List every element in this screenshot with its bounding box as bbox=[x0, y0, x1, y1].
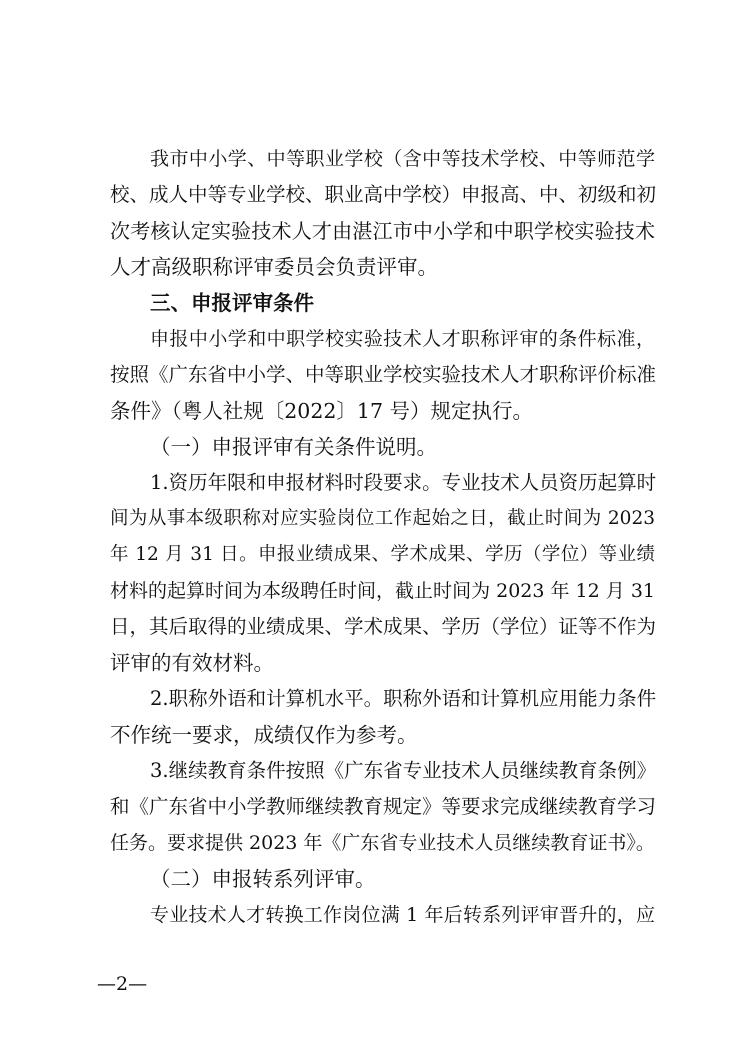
paragraph-line: 材料的起算时间为本级聘任时间，截止时间为 2023 年 12 月 31 bbox=[110, 580, 655, 602]
subsection-heading: （二）申报转系列评审。 bbox=[150, 867, 376, 891]
paragraph-line: 条件》（粤人社规〔2022〕17 号）规定执行。 bbox=[110, 399, 534, 423]
paragraph-line: 我市中小学、中等职业学校（含中等技术学校、中等师范学 bbox=[150, 148, 655, 170]
paragraph-line: 评审的有效材料。 bbox=[110, 651, 274, 675]
paragraph-line: 按照《广东省中小学、中等职业学校实验技术人才职称评价标准 bbox=[110, 363, 657, 386]
paragraph-line: 3.继续教育条件按照《广东省专业技术人员继续教育条例》 bbox=[150, 759, 657, 782]
subsection-heading: （一）申报评审有关条件说明。 bbox=[150, 435, 437, 459]
page-number: —2— bbox=[97, 973, 148, 995]
section-heading: 三、申报评审条件 bbox=[150, 291, 314, 315]
paragraph-line: 校、成人中等专业学校、职业高中学校）申报高、中、初级和初 bbox=[110, 183, 657, 206]
paragraph-line: 次考核认定实验技术人才由湛江市中小学和中职学校实验技术 bbox=[110, 219, 655, 243]
paragraph-line: 人才高级职称评审委员会负责评审。 bbox=[110, 255, 438, 279]
paragraph-line: 日，其后取得的业绩成果、学术成果、学历（学位）证等不作为 bbox=[110, 615, 657, 638]
paragraph-line: 和《广东省中小学教师继续教育规定》等要求完成继续教育学习 bbox=[110, 795, 657, 818]
paragraph-line: 申报中小学和中职学校实验技术人才职称评审的条件标准， bbox=[150, 328, 655, 350]
paragraph-line: 任务。要求提供 2023 年《广东省专业技术人员继续教育证书》。 bbox=[110, 832, 655, 854]
paragraph-line: 2.职称外语和计算机水平。职称外语和计算机应用能力条件 bbox=[150, 687, 657, 710]
paragraph-line: 间为从事本级职称对应实验岗位工作起始之日，截止时间为 2023 bbox=[110, 508, 655, 529]
paragraph-line: 1.资历年限和申报材料时段要求。专业技术人员资历起算时 bbox=[150, 471, 657, 494]
paragraph-line: 不作统一要求，成绩仅作为参考。 bbox=[110, 723, 418, 747]
paragraph-line: 专业技术人才转换工作岗位满 1 年后转系列评审晋升的，应 bbox=[150, 904, 655, 926]
paragraph-line: 年 12 月 31 日。申报业绩成果、学术成果、学历（学位）等业绩 bbox=[110, 544, 655, 565]
